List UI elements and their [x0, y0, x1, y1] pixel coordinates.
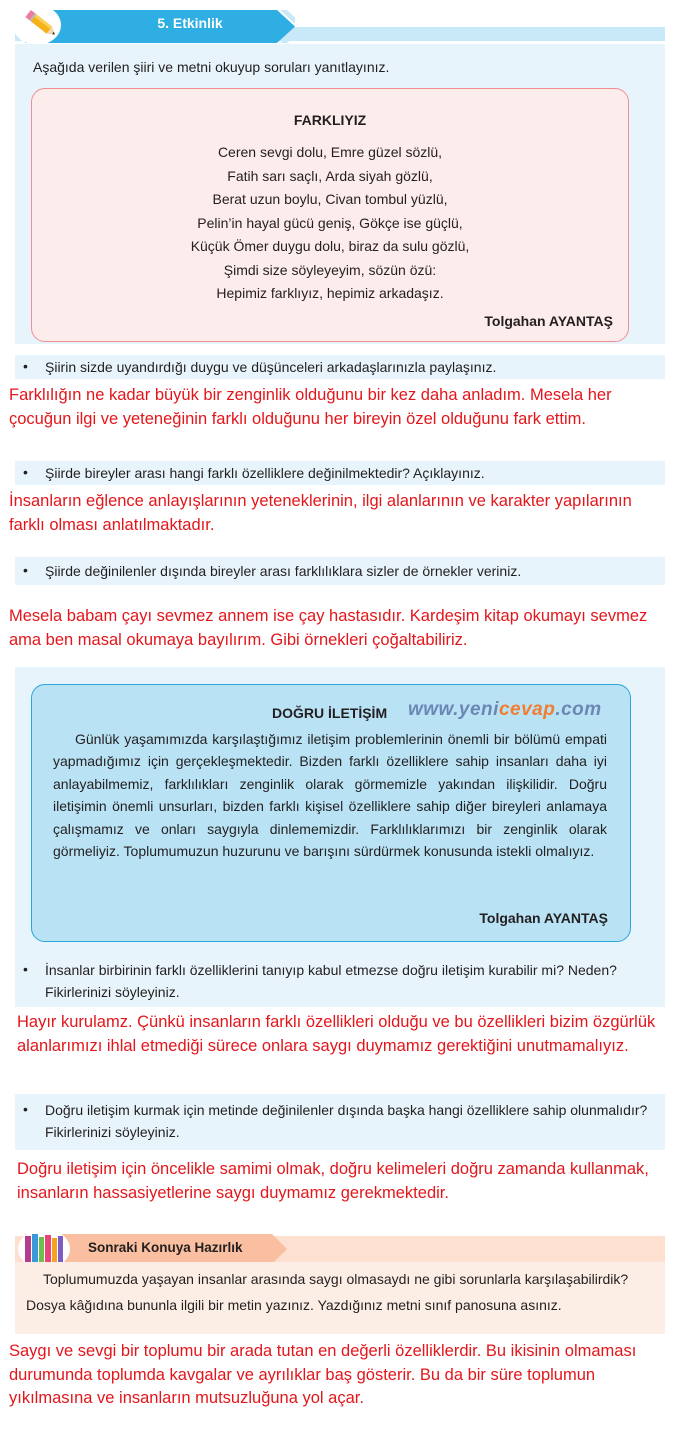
bullet: • — [23, 562, 28, 578]
answer-4: Hayır kurulamz. Çünkü insanların farklı özellikleri olduğu ve bu özellikleri bizim özgürlük alanlarımızı ihlal etmediği sürece onlara saygı duymamız gerektiğini unutmamalıyız. — [17, 1013, 656, 1055]
answer-5: Doğru iletişim için öncelikle samimi olmak, doğru kelimeleri doğru zamanda kullanmak, insanların hassasiyetlerine saygı duymamız gerekmektedir. — [17, 1160, 649, 1202]
poem-author: Tolgahan AYANTAŞ — [484, 313, 613, 329]
question-5 — [15, 1094, 665, 1150]
watermark-pre: www.yeni — [408, 699, 499, 720]
watermark-post: .com — [555, 699, 602, 720]
question-text: Şiirde bireyler arası hangi farklı özelliklere değinilmektedir? Açıklayınız. — [45, 465, 485, 481]
poem-line: Fatih sarı saçlı, Arda siyah gözlü, — [227, 167, 433, 184]
bullet: • — [23, 961, 28, 977]
question-text: Doğru iletişim kurmak için metinde değinilenler dışında başka hangi özelliklere sahip olunmalıdır? Fikirlerinizi söyleyiniz. — [45, 1102, 648, 1140]
sonraki-text: Toplumumuzda yaşayan insanlar arasında saygı olmasaydı ne gibi sorunlarla karşılaşabilirdik? Dosya kâğıdına bununla ilgili bir metin yazınız. Yazdığınız metni sınıf panosuna asınız. — [26, 1271, 629, 1313]
question-2 — [15, 461, 665, 485]
poem-line: Pelin’in hayal gücü geniş, Gökçe ise güçlü, — [197, 214, 463, 231]
watermark — [408, 699, 602, 721]
poem-line: Ceren sevgi dolu, Emre güzel sözlü, — [217, 144, 443, 160]
dogru-iletisim-author: Tolgahan AYANTAŞ — [479, 910, 608, 926]
poem-title: FARKLIYIZ — [293, 112, 367, 128]
dogru-iletisim-text: Günlük yaşamımızda karşılaştığımız iletişim problemlerinin önemli bir bölümü empati yapmadığımız için gerçekleşmektedir. Bizden farklı özelliklere sahip insanları daha iyi anlayabilmemiz, farklılıkları zenginlik olarak görmemizle yakından ilişkilidir. Doğru iletişimin önemli unsurları, bizden farklı kişisel özelliklere sahip diğer bireyleri anlamaya çalışmamız ve onları saygıyla dinlememizdir. Farklılıklarımızı bir zenginlik olarak görmeliyiz. Toplumumuzun huzurunu ve barışını sürdürmek konusunda istekli olmalıyız. — [53, 731, 607, 860]
poem-line: Küçük Ömer duygu dolu, biraz da sulu gözlü, — [190, 238, 470, 254]
sonraki-title: Sonraki Konuya Hazırlık — [88, 1240, 243, 1255]
question-1 — [15, 355, 665, 379]
answer-2: İnsanların eğlence anlayışlarının yeteneklerinin, ilgi alanlarının ve karakter yapılarının farklı olması anlatılmaktadır. — [9, 492, 632, 534]
bullet: • — [23, 1101, 28, 1117]
bullet: • — [23, 358, 28, 374]
poem-lines — [31, 141, 629, 306]
pencil-icon — [24, 8, 60, 42]
sonraki-answer: Saygı ve sevgi bir toplumu bir arada tutan en değerli özelliklerdir. Bu ikisinin olmaması durumunda toplumda kavgalar ve ayrılıklar baş gösterir. Bu da bir süre toplumun yıkılmasına ve insanların mutsuzluğuna yol açar. — [9, 1342, 637, 1407]
answer-1: Farklılığın ne kadar büyük bir zenginlik olduğunu bir kez daha anladım. Mesela her çocuğun ilgi ve yeteneğinin farklı olduğunu her bireyin özel olduğunu fark ettim. — [9, 386, 612, 428]
question-3 — [15, 557, 665, 585]
question-4 — [15, 957, 665, 1007]
dogru-iletisim-title: DOĞRU İLETİŞİM — [272, 705, 388, 721]
bullet: • — [23, 464, 28, 480]
watermark-accent: cevap — [498, 699, 556, 720]
answer-3: Mesela babam çayı sevmez annem ise çay hastasıdır. Kardeşim kitap okumayı sevmez ama ben masal okumaya bayılırım. Gibi örnekleri çoğaltabiliriz. — [9, 607, 648, 649]
question-text: Şiirde değinilenler dışında bireyler arası farklılıklara sizler de örnekler veriniz. — [45, 563, 522, 579]
poem-line: Berat uzun boylu, Civan tombul yüzlü, — [212, 191, 448, 207]
poem-line: Şimdi size söyleyeyim, sözün özü: — [223, 261, 437, 278]
header-title: 5. Etkinlik — [157, 15, 223, 31]
intro-instruction: Aşağıda verilen şiiri ve metni okuyup soruları yanıtlayınız. — [33, 59, 390, 75]
question-text: İnsanlar birbirinin farklı özelliklerini tanıyıp kabul etmezse doğru iletişim kurabilir mi? Neden? Fikirlerinizi söyleyiniz. — [45, 962, 617, 1000]
question-text: Şiirin sizde uyandırdığı duygu ve düşünceleri arkadaşlarınızla paylaşınız. — [45, 359, 497, 375]
poem-line: Hepimiz farklıyız, hepimiz arkadaşız. — [216, 285, 444, 301]
